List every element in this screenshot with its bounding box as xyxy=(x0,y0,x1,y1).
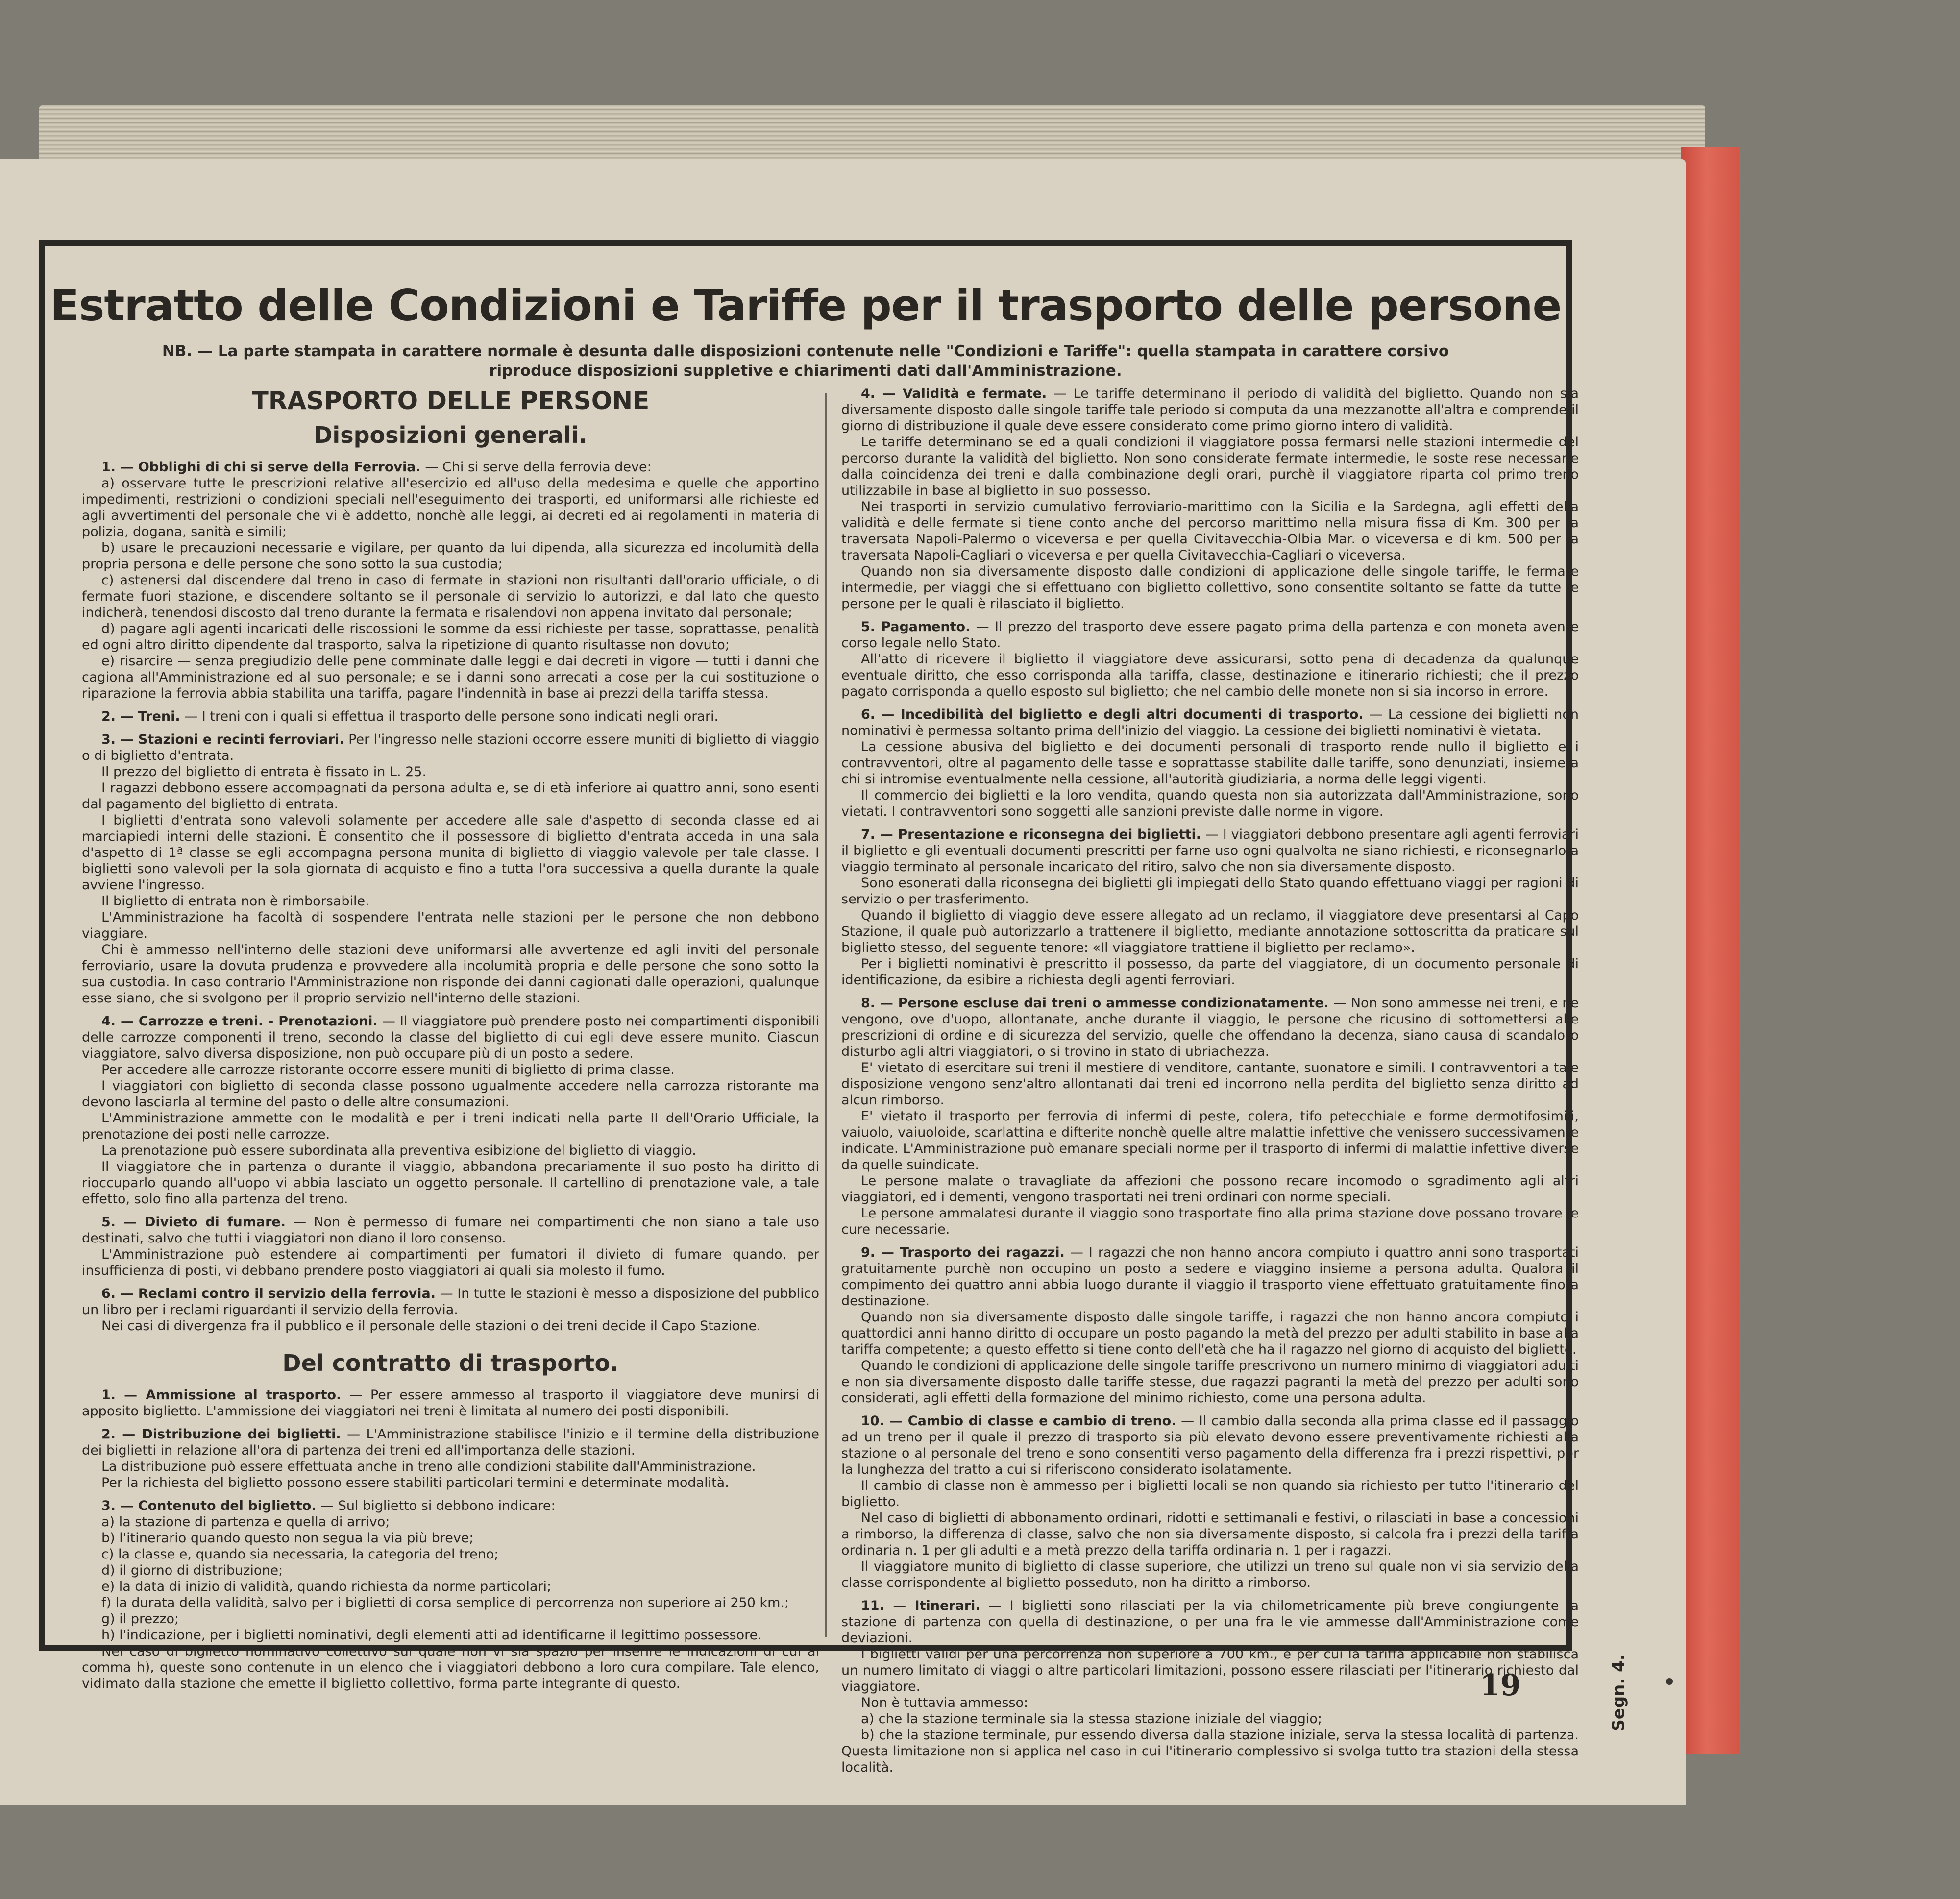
article-paragraph xyxy=(841,1558,1579,1591)
article-paragraph xyxy=(841,1244,1579,1309)
article-paragraph xyxy=(841,1646,1579,1695)
red-book-edge xyxy=(1681,147,1739,1754)
article-text: E' vietato di esercitare sui treni il mestiere di venditore, cantante, suonatore e simili. I contravventori a tale disposizione vengono senz'altro allontanati dai treni ed incorrono nella perdita del biglietto senza diritto ad alcun rimborso. xyxy=(841,1060,1579,1108)
article-text: e) la data di inizio di validità, quando richiesta da norme particolari; xyxy=(101,1579,552,1594)
article-text: Il viaggiatore che in partenza o durante il viaggio, abbandona precariamente il suo posto ha diritto di rioccuparlo quando all'uopo vi abbia lasciato un oggetto personale. Il cartellino di prenotazione vale, a tale effetto, solo fino alla partenza del treno. xyxy=(82,1159,819,1207)
article-paragraph xyxy=(82,1546,819,1562)
article-heading: 6. — Incedibilità del biglietto e degli altri documenti di trasporto. xyxy=(861,707,1364,722)
article-text: b) usare le precauzioni necessarie e vigilare, per quanto da lui dipenda, alla sicurezza ed incolumità della propria persona e delle persone che sono sotto la sua custodia; xyxy=(82,540,819,572)
article-text: Il viaggiatore munito di biglietto di classe superiore, che utilizzi un treno sul quale non vi sia servizio della classe corrispondente al biglietto posseduto, non ha diritto a rimborso. xyxy=(841,1559,1579,1590)
article xyxy=(841,995,1579,1238)
article-text: a) la stazione di partenza e quella di arrivo; xyxy=(101,1514,390,1530)
article-heading: 7. — Presentazione e riconsegna dei biglietti. xyxy=(861,827,1201,842)
article-paragraph xyxy=(82,1387,819,1419)
article-paragraph xyxy=(82,1579,819,1595)
article-heading: 6. — Reclami contro il servizio della ferrovia. xyxy=(101,1286,436,1301)
article-paragraph xyxy=(841,1108,1579,1173)
book-page xyxy=(0,159,1686,1805)
article xyxy=(841,1413,1579,1591)
general-articles xyxy=(82,459,819,1334)
article xyxy=(82,731,819,1006)
article-text: All'atto di ricevere il biglietto il viaggiatore deve assicurarsi, sotto pena di decadenza da qualunque eventuale diritto, che esso corrisponda alla tariffa, classe, destinazione e itinerario richiesti; che il prezzo pagato corrisponda a quello esposto sul biglietto; che nel cambio delle monete non si sia incorso in errore. xyxy=(841,652,1579,699)
article-text: Nei casi di divergenza fra il pubblico e il personale delle stazioni o dei treni decide il Capo Stazione. xyxy=(101,1318,761,1334)
article-paragraph xyxy=(841,1358,1579,1406)
article-text: Il cambio di classe non è ammesso per i biglietti locali se non quando sia richiesto per tutto l'itinerario del biglietto. xyxy=(841,1478,1579,1509)
article-text: — I biglietti sono rilasciati per la via chilometricamente più breve congiungente la stazione di partenza con quella di destinazione, o per una fra le vie ammesse dall'Amministrazione come deviazioni. xyxy=(841,1598,1579,1646)
subsection-contract-title: Del contratto di trasporto. xyxy=(282,1350,619,1376)
article-paragraph xyxy=(82,708,819,725)
article-text: L'Amministrazione ammette con le modalità e per i treni indicati nella parte II dell'Orario Ufficiale, la prenotazione dei posti nelle carrozze. xyxy=(82,1111,819,1142)
article xyxy=(82,1387,819,1419)
article-text: — I ragazzi che non hanno ancora compiuto i quattro anni sono trasportati gratuitamente purchè non occupino un posto a sedere e viaggino insieme a persona adulta. Qualora il compimento dei quattro anni abbia luogo durante il viaggio il trasporto viene effettuato gratuitamente fino a destinazione. xyxy=(841,1245,1579,1309)
article-paragraph xyxy=(82,731,819,764)
article-heading: 5. Pagamento. xyxy=(861,619,971,634)
article-text: b) l'itinerario quando questo non segua la via più breve; xyxy=(101,1531,474,1546)
column-divider xyxy=(825,393,827,1637)
article-paragraph xyxy=(841,995,1579,1060)
left-column xyxy=(82,386,819,1691)
article-text: L'Amministrazione ha facoltà di sospendere l'entrata nelle stazioni per le persone che non debbono viaggiare. xyxy=(82,910,819,941)
article-text: Quando non sia diversamente disposto dalle singole tariffe, i ragazzi che non hanno ancora compiuto i quattordici anni hanno diritto di occupare un posto pagando la metà del prezzo per adulti stabilito in base alla tariffa competente; a questo effetto si tiene conto dell'età che ha il ragazzo nel giorno di acquisto del biglietto. xyxy=(841,1310,1579,1357)
article-text: L'Amministrazione può estendere ai compartimenti per fumatori il divieto di fumare quando, per insufficienza di posti, vi debbano prendere posto viaggiatori ai quali sia molesto il fumo. xyxy=(82,1247,819,1278)
article-paragraph xyxy=(82,459,819,475)
article-text: Le persone malate o travagliate da affezioni che possono recare incomodo o sgradimento agli altri viaggiatori, ed i dementi, vengono trasportati nei treni ordinari con norme speciali. xyxy=(841,1173,1579,1205)
article-text: I viaggiatori con biglietto di seconda classe possono ugualmente accedere nella carrozza ristorante ma devono lasciarla al termine del pasto o delle altre consumazioni. xyxy=(82,1078,819,1110)
article-heading: 2. — Treni. xyxy=(101,709,180,724)
article-paragraph xyxy=(841,787,1579,820)
article-paragraph xyxy=(82,1627,819,1643)
article-paragraph xyxy=(841,563,1579,612)
article xyxy=(841,706,1579,820)
article-paragraph xyxy=(841,1060,1579,1108)
article-paragraph xyxy=(82,1159,819,1207)
article xyxy=(82,1214,819,1279)
article-text: b) che la stazione terminale, pur essendo diversa dalla stazione iniziale, serva la stessa località di partenza. Questa limitazione non si applica nel caso in cui l'itinerario complessivo si svolga tutto tra stazioni della stessa località. xyxy=(841,1728,1579,1775)
article-text: Il biglietto di entrata non è rimborsabile. xyxy=(101,894,369,909)
article-text: — I viaggiatori debbono presentare agli agenti ferroviari il biglietto e gli eventuali documenti prescritti per farne uso ogni qualvolta ne siano richiesti, e riconsegnarlo a viaggio terminato al personale incaricato del ritiro, salvo che non sia diversamente disposto. xyxy=(841,827,1579,875)
article-paragraph xyxy=(82,475,819,540)
article-text: Per l'ingresso nelle stazioni occorre essere muniti di biglietto di viaggio o di biglietto d'entrata. xyxy=(82,732,819,763)
book-page-stack xyxy=(39,105,1705,159)
article-text: c) astenersi dal discendere dal treno in caso di fermate in stazioni non risultanti dall'orario ufficiale, o di fermate fuori stazione, e discendere soltanto se il personale di servizio lo autorizzi, e dal lato che questo indicherà, tenendosi discosto dal treno durante la fermata e risalendovi non appena invitato dal personale; xyxy=(82,573,819,620)
article-text: Nel caso di biglietto nominativo collettivo sul quale non vi sia spazio per inserire le indicazioni di cui al comma h), queste sono contenute in un elenco che i viaggiatori debbono a loro cura compilare. Tale elenco, vidimato dalla stazione che emette il biglietto collettivo, forma parte integrante di questo. xyxy=(82,1644,819,1691)
article-text: Per i biglietti nominativi è prescritto il possesso, da parte del viaggiatore, di un documento personale di identificazione, da esibire a richiesta degli agenti ferroviari. xyxy=(841,956,1579,988)
article-text: Le tariffe determinano se ed a quali condizioni il viaggiatore possa fermarsi nelle stazioni intermedie del percorso durante la validità del biglietto. Non sono considerate fermate intermedie, le soste rese necessarie dalla coincidenza dei treni e dalla combinazione degli orari, purchè il viaggiatore riparta col primo treno utilizzabile in base al biglietto in suo possesso. xyxy=(841,435,1579,498)
article xyxy=(82,1498,819,1692)
article-text: Per accedere alle carrozze ristorante occorre essere muniti di biglietto di prima classe. xyxy=(101,1062,675,1077)
article-text: — Chi si serve della ferrovia deve: xyxy=(425,460,652,475)
article-text: Il prezzo del biglietto di entrata è fissato in L. 25. xyxy=(101,764,427,779)
article-paragraph xyxy=(841,651,1579,700)
article-text: d) il giorno di distribuzione; xyxy=(101,1563,283,1578)
contract-articles-left xyxy=(82,1387,819,1692)
article-text: — I treni con i quali si effettua il trasporto delle persone sono indicati negli orari. xyxy=(184,709,719,724)
article xyxy=(841,1244,1579,1406)
article-paragraph xyxy=(82,780,819,812)
article-paragraph xyxy=(841,875,1579,907)
article-text: — Non è permesso di fumare nei compartimenti che non siano a tale uso destinati, salvo che tutti i viaggiatori non diano il loro consenso. xyxy=(82,1215,819,1246)
article-heading: 4. — Carrozze e treni. - Prenotazioni. xyxy=(101,1014,378,1029)
article-text: g) il prezzo; xyxy=(101,1611,179,1627)
article-paragraph xyxy=(841,739,1579,787)
article-heading: 9. — Trasporto dei ragazzi. xyxy=(861,1245,1065,1260)
article-heading: 1. — Ammissione al trasporto. xyxy=(101,1388,342,1403)
article-paragraph xyxy=(841,907,1579,956)
article-paragraph xyxy=(82,1426,819,1459)
article xyxy=(841,827,1579,988)
article-heading: 1. — Obblighi di chi si serve della Ferrovia. xyxy=(101,460,421,475)
article-paragraph xyxy=(82,764,819,780)
article-paragraph xyxy=(82,1514,819,1530)
article-text: — In tutte le stazioni è messo a disposizione del pubblico un libro per i reclami riguardanti il servizio della ferrovia. xyxy=(82,1286,819,1317)
article-paragraph xyxy=(82,1214,819,1246)
article-paragraph xyxy=(841,499,1579,563)
article xyxy=(82,1286,819,1334)
article-text: Per la richiesta del biglietto possono essere stabiliti particolari termini e determinate modalità. xyxy=(101,1475,729,1490)
article xyxy=(841,619,1579,700)
article-text: — Per essere ammesso al trasporto il viaggiatore deve munirsi di apposito biglietto. L'ammissione dei viaggiatori nei treni è limitata al numero dei posti disponibili. xyxy=(82,1388,819,1419)
article-paragraph xyxy=(82,1246,819,1279)
article-paragraph xyxy=(82,1643,819,1692)
article-paragraph xyxy=(841,619,1579,651)
article-text: c) la classe e, quando sia necessaria, la categoria del treno; xyxy=(101,1547,499,1562)
article-paragraph xyxy=(82,1595,819,1611)
article-text: — L'Amministrazione stabilisce l'inizio e il termine della distribuzione dei biglietti in relazione all'ora di partenza dei treni ed all'importanza delle stazioni. xyxy=(82,1427,819,1458)
article xyxy=(82,708,819,725)
article-paragraph xyxy=(82,1459,819,1475)
article xyxy=(841,386,1579,612)
article-paragraph xyxy=(841,956,1579,988)
article-paragraph xyxy=(82,621,819,653)
article xyxy=(82,1013,819,1207)
document-title: Estratto delle Condizioni e Tariffe per il trasporto delle persone xyxy=(49,280,1562,331)
article-text: Le persone ammalatesi durante il viaggio sono trasportate fino alla prima stazione dove possano trovare le cure necessarie. xyxy=(841,1206,1579,1237)
article-paragraph xyxy=(841,1205,1579,1238)
article-paragraph xyxy=(841,386,1579,434)
article-text: Il commercio dei biglietti e la loro vendita, quando questa non sia autorizzata dall'Amministrazione, sono vietati. I contravventori sono soggetti alle sanzioni previste dalle norme in vigore. xyxy=(841,788,1579,819)
article-text: I biglietti d'entrata sono valevoli solamente per accedere alle sale d'aspetto di seconda classe ed ai marciapiedi interni delle stazioni. È consentito che il possessore di biglietto d'entrata acceda in una sala d'aspetto di 1ª classe se egli accompagna persona munita di biglietto di viaggio valevole per tale classe. I biglietti sono valevoli per la sola giornata di acquisto e fino a tutta l'ora successiva a quella durante la quale avviene l'ingresso. xyxy=(82,813,819,893)
article-text: Non è tuttavia ammesso: xyxy=(861,1695,1029,1710)
article-paragraph xyxy=(82,909,819,942)
article-text: La cessione abusiva del biglietto e dei documenti personali di trasporto rende nullo il biglietto e i contravventori, oltre al pagamento delle tasse e soprattasse stabilite dalle tariffe, sono denunziati, insieme a chi si intromise eventualmente nella cessione, all'autorità giudiziaria, a norma delle leggi vigenti. xyxy=(841,739,1579,787)
article-heading: 3. — Contenuto del biglietto. xyxy=(101,1498,317,1513)
article-paragraph xyxy=(841,1173,1579,1205)
article-text: I ragazzi debbono essere accompagnati da persona adulta e, se di età inferiore ai quattro anni, sono esenti dal pagamento del biglietto di entrata. xyxy=(82,780,819,812)
nb-note: NB. — La parte stampata in carattere normale è desunta dalle disposizioni contenute nelle "Condizioni e Tariffe": quella stampata in carattere corsivo riproduce disposizioni suppletive e chiarimenti dati dall'Amministrazione. xyxy=(162,342,1449,380)
article-heading: 3. — Stazioni e recinti ferroviari. xyxy=(101,732,344,747)
page-number: 19 xyxy=(1480,1668,1521,1703)
article-heading: 11. — Itinerari. xyxy=(861,1598,980,1613)
article-text: — La cessione dei biglietti non nominativi è permessa soltanto prima dell'inizio del viaggio. La cessione dei biglietti nominativi è vietata. xyxy=(841,707,1579,738)
article-paragraph xyxy=(82,1498,819,1514)
article-text: E' vietato il trasporto per ferrovia di infermi di peste, colera, tifo petecchiale e forme dermotifosimili, vaiuolo, vaiuoloide, scarlattina e difterite nonchè quelle altre malattie infettive che venissero successivamente indicate. L'Amministrazione può emanare speciali norme per il trasporto di infermi di malattie infettive diverse da quelle suindicate. xyxy=(841,1109,1579,1172)
article-paragraph xyxy=(841,827,1579,875)
article-paragraph xyxy=(82,1078,819,1110)
article-paragraph xyxy=(82,1110,819,1143)
article-paragraph xyxy=(82,812,819,893)
article-paragraph xyxy=(841,434,1579,499)
article-text: Sono esonerati dalla riconsegna dei biglietti gli impiegati dello Stato quando effettuano viaggi per ragioni di servizio o per trasferimento. xyxy=(841,876,1579,907)
article-paragraph xyxy=(82,893,819,909)
article-paragraph xyxy=(841,1727,1579,1776)
article-text: — Le tariffe determinano il periodo di validità del biglietto. Quando non sia diversamente disposto dalle singole tariffe tale periodo si computa da una mezzanotte all'altra e comprende il giorno di distribuzione il quale deve essere considerato come primo giorno intero di validità. xyxy=(841,386,1579,434)
article-text: a) che la stazione terminale sia la stessa stazione iniziale del viaggio; xyxy=(861,1711,1322,1727)
article-paragraph xyxy=(841,1711,1579,1727)
article-paragraph xyxy=(82,1318,819,1334)
article-text: — Sul biglietto si debbono indicare: xyxy=(320,1498,556,1513)
article-heading: 5. — Divieto di fumare. xyxy=(101,1215,286,1230)
article-text: Quando il biglietto di viaggio deve essere allegato ad un reclamo, il viaggiatore deve presentarsi al Capo Stazione, il quale può autorizzarlo a trattenere il biglietto, mediante annotazione sottoscritta da praticare sul biglietto stesso, del seguente tenore: «Il viaggiatore trattiene il biglietto per reclamo». xyxy=(841,908,1579,955)
article-heading: 8. — Persone escluse dai treni o ammesse condizionatamente. xyxy=(861,996,1329,1011)
subsection-general-title: Disposizioni generali. xyxy=(314,422,588,448)
article-paragraph xyxy=(82,540,819,572)
article-paragraph xyxy=(82,653,819,702)
article-text: I biglietti validi per una percorrenza non superiore a 700 km., e per cui la tariffa applicabile non stabilisca un numero limitato di viaggi o altre particolari limitazioni, possono essere rilasciati per l'itinerario richiesto dal viaggiatore. xyxy=(841,1647,1579,1694)
section-title: TRASPORTO DELLE PERSONE xyxy=(251,387,650,415)
article-paragraph xyxy=(82,1475,819,1491)
article-text: Quando non sia diversamente disposto dalle condizioni di applicazione delle singole tariffe, le fermate intermedie, per viaggi che si effettuano con biglietto collettivo, sono consentite soltanto se fatte da tutte le persone per le quali è rilasciato il biglietto. xyxy=(841,564,1579,611)
article-paragraph xyxy=(82,1611,819,1627)
article-paragraph xyxy=(82,1286,819,1318)
article xyxy=(841,1598,1579,1776)
article-paragraph xyxy=(82,1143,819,1159)
article-paragraph xyxy=(841,1478,1579,1510)
article-text: Chi è ammesso nell'interno delle stazioni deve uniformarsi alle avvertenze ed agli inviti del personale ferroviario, usare la dovuta prudenza e provvedere alla incolumità propria e delle persone che sono sotto la sua custodia. In caso contrario l'Amministrazione non risponde dei danni cagionati dalle operazioni, qualunque esse siano, che si svolgono per il proprio servizio nell'interno delle stazioni. xyxy=(82,942,819,1006)
article xyxy=(82,1426,819,1491)
article-text: Nei trasporti in servizio cumulativo ferroviario-marittimo con la Sicilia e la Sardegna, agli effetti della validità e delle fermate si tiene conto anche del percorso marittimo nella misura fissa di Km. 300 per la traversata Napoli-Palermo o viceversa e per quella Civitavecchia-Olbia Mar. o viceversa e di km. 500 per la traversata Napoli-Cagliari o viceversa e per quella Civitavecchia-Cagliari o viceversa. xyxy=(841,499,1579,563)
article-text: e) risarcire — senza pregiudizio delle pene comminate dalle leggi e dai decreti in vigore — tutti i danni che cagiona all'Amministrazione ed al suo personale; e se i danni sono arrecati a cose per la cui sostituzione o riparazione la ferrovia abbia stabilita una tariffa, pagare l'indennità in base ai prezzi della tariffa stessa. xyxy=(82,654,819,701)
article-paragraph xyxy=(841,1510,1579,1558)
article-text: Quando le condizioni di applicazione delle singole tariffe prescrivono un numero minimo di viaggiatori adulti e non sia diversamente disposto dalle tariffe stesse, due ragazzi pagranti la metà del prezzo per adulti sono considerati, agli effetti della formazione del minimo richiesto, come una persona adulta. xyxy=(841,1358,1579,1406)
ink-dot xyxy=(1666,1678,1673,1685)
article-paragraph xyxy=(82,572,819,621)
article-paragraph xyxy=(841,1598,1579,1646)
article-text: La prenotazione può essere subordinata alla preventiva esibizione del biglietto di viaggio. xyxy=(101,1143,696,1158)
article-text: a) osservare tutte le prescrizioni relative all'esercizio ed all'uso della medesima e quelle che apportino impedimenti, restrizioni o condizioni speciali nell'eseguimento dei trasporti, ed uniformarsi alle richieste ed agli avvertimenti del personale che vi è addetto, nonchè alle leggi, ai decreti ed ai regolamenti in materia di polizia, dogana, sanità e simili; xyxy=(82,476,819,539)
article xyxy=(82,459,819,702)
article-paragraph xyxy=(841,706,1579,739)
article-paragraph xyxy=(841,1413,1579,1478)
article-heading: 10. — Cambio di classe e cambio di treno. xyxy=(861,1413,1176,1429)
article-text: d) pagare agli agenti incaricati delle riscossioni le somme da essi richieste per tasse, soprattasse, penalità ed ogni altro diritto dipendente dal trasporto, salva la ripetizione di quanto risultasse non dovuto; xyxy=(82,621,819,653)
article-paragraph xyxy=(82,1013,819,1062)
contract-articles-right xyxy=(841,386,1579,1776)
article-heading: 4. — Validità e fermate. xyxy=(861,386,1047,401)
article-text: h) l'indicazione, per i biglietti nominativi, degli elementi atti ad identificarne il legittimo possessore. xyxy=(101,1628,762,1643)
article-text: La distribuzione può essere effettuata anche in treno alle condizioni stabilite dall'Amministrazione. xyxy=(101,1459,756,1474)
article-paragraph xyxy=(82,1562,819,1579)
article-text: — Il prezzo del trasporto deve essere pagato prima della partenza e con moneta avente corso legale nello Stato. xyxy=(841,619,1579,651)
article-text: f) la durata della validità, salvo per i biglietti di corsa semplice di percorrenza non superiore ai 250 km.; xyxy=(101,1595,789,1610)
article-text: — Il cambio dalla seconda alla prima classe ed il passaggio ad un treno per il quale il prezzo di trasporto sia più elevato devono essere preventivamente richiesti alla stazione o al personale del treno e sono consentiti verso pagamento della differenza fra i prezzi rispettivi, per la lunghezza del tratto a cui si riferiscono considerato isolatamente. xyxy=(841,1413,1579,1477)
article-paragraph xyxy=(82,1062,819,1078)
article-heading: 2. — Distribuzione dei biglietti. xyxy=(101,1427,341,1442)
signature-mark: Segn. 4. xyxy=(1609,1654,1629,1731)
article-text: — Non sono ammesse nei treni, e ne vengono, ove d'uopo, allontanate, anche durante il viaggio, le persone che ricusino di sottomettersi alle prescrizioni di ordine e di sicurezza del servizio, quelle che offendano la decenza, siano causa di scandalo o disturbo agli altri viaggiatori, o si trovino in stato di ubriachezza. xyxy=(841,996,1579,1059)
article-text: Nel caso di biglietti di abbonamento ordinari, ridotti e settimanali e festivi, o rilasciati in base a concessioni a rimborso, la differenza di classe, salvo che non sia diversamente disposto, si calcola fra i prezzi della tariffa ordinaria n. 1 per gli adulti e a metà prezzo della tariffa ordinaria n. 1 per i ragazzi. xyxy=(841,1510,1579,1558)
article-paragraph xyxy=(82,1530,819,1546)
article-paragraph xyxy=(841,1695,1579,1711)
article-paragraph xyxy=(82,942,819,1006)
article-text: — Il viaggiatore può prendere posto nei compartimenti disponibili delle carrozze componenti il treno, secondo la classe del biglietto di cui egli deve essere munito. Ciascun viaggiatore, salvo diversa disposizione, non può occupare più di un posto a sedere. xyxy=(82,1014,819,1061)
article-paragraph xyxy=(841,1309,1579,1358)
